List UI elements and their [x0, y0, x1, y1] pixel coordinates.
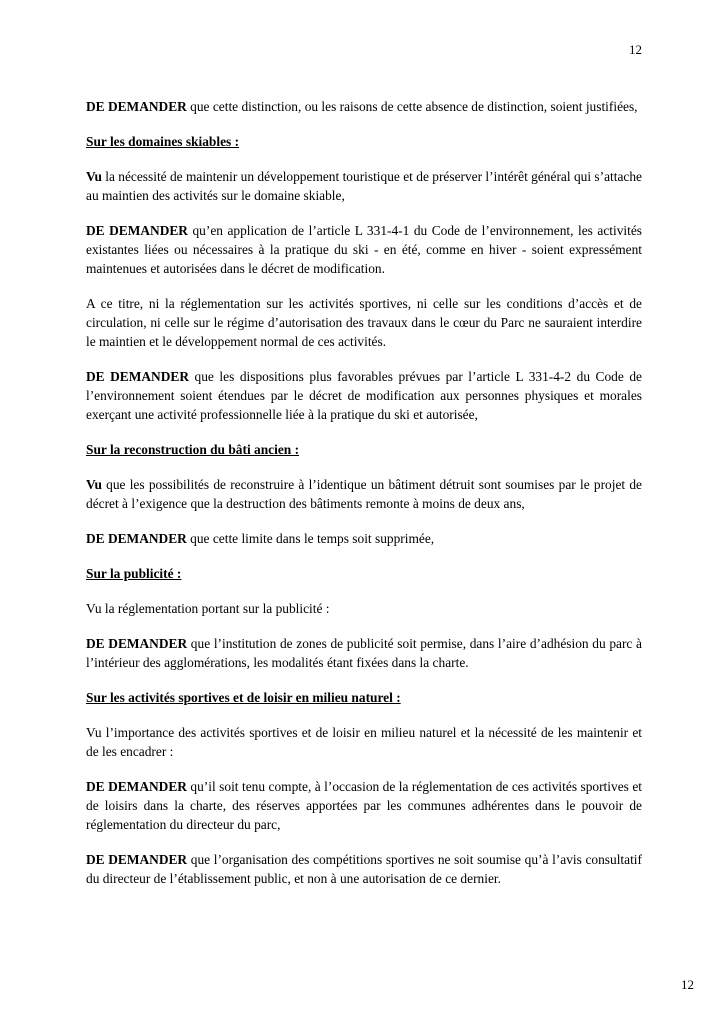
paragraph-text: que les possibilités de reconstruire à l’identique un bâtiment détruit sont soumises par le projet de décret à l’exigence que la destruction des bâtiments remonte à moins de deux ans,: [86, 477, 642, 511]
paragraph-lead: Vu: [86, 169, 102, 184]
paragraph: [86, 294, 642, 351]
paragraph-lead: DE DEMANDER: [86, 531, 187, 546]
paragraph-lead: DE DEMANDER: [86, 636, 188, 651]
paragraph-text: qu’en application de l’article L 331-4-1 du Code de l’environnement, les activités existantes liées ou nécessaires à la pratique du ski - en été, comme en hiver - soient expressément maintenues et autorisées dans le décret de modification.: [86, 223, 642, 276]
paragraph-text: que cette distinction, ou les raisons de cette absence de distinction, soient justifiées,: [186, 99, 638, 114]
section-heading: Sur la reconstruction du bâti ancien :: [86, 442, 300, 457]
paragraph-text: que les dispositions plus favorables prévues par l’article L 331-4-2 du Code de l’environnement soient étendues par le décret de modification aux personnes physiques et morales exerçant une activité professionnelle liée à la pratique du ski et autorisée,: [86, 369, 642, 422]
paragraph-lead: DE DEMANDER: [86, 779, 187, 794]
paragraph-lead: DE DEMANDER: [86, 223, 188, 238]
paragraph: [86, 599, 642, 618]
section-heading: Sur les activités sportives et de loisir en milieu naturel :: [86, 690, 401, 705]
paragraph: [86, 221, 642, 278]
paragraph-text: Vu l’importance des activités sportives et de loisir en milieu naturel et la nécessité de les maintenir et de les encadrer :: [86, 725, 642, 759]
paragraph-lead: DE DEMANDER: [86, 369, 189, 384]
paragraph: [86, 723, 642, 761]
paragraph-text: Vu la réglementation portant sur la publicité :: [86, 601, 330, 616]
paragraph: [86, 634, 642, 672]
paragraph-text: que cette limite dans le temps soit supprimée,: [186, 531, 435, 546]
paragraph-text: la nécessité de maintenir un développement touristique et de préserver l’intérêt général qui s’attache au maintien des activités sur le domaine skiable,: [86, 169, 642, 203]
paragraph: [86, 367, 642, 424]
paragraph: [86, 529, 642, 548]
paragraph-lead: DE DEMANDER: [86, 99, 187, 114]
paragraph-text: qu’il soit tenu compte, à l’occasion de la réglementation de ces activités sportives et de loisirs dans la charte, des réserves apportées par les communes adhérentes dans le pouvoir de réglementation du directeur du parc,: [86, 779, 642, 832]
page-number-top: 12: [629, 42, 642, 57]
document-body: [86, 97, 642, 904]
section-heading: Sur la publicité :: [86, 566, 182, 581]
paragraph-lead: DE DEMANDER: [86, 852, 188, 867]
paragraph-text: A ce titre, ni la réglementation sur les activités sportives, ni celle sur les conditions d’accès et de circulation, ni celle sur le régime d’autorisation des travaux dans le cœur du Parc ne sauraient interdire le maintien et le développement normal de ces activités.: [86, 296, 642, 349]
paragraph: [86, 167, 642, 205]
paragraph: [86, 850, 642, 888]
paragraph-lead: Vu: [86, 477, 102, 492]
page-number-bottom: 12: [681, 977, 694, 992]
paragraph: [86, 97, 642, 116]
paragraph-text: que l’organisation des compétitions sportives ne soit soumise qu’à l’avis consultatif du directeur de l’établissement public, et non à une autorisation de ce dernier.: [86, 852, 642, 886]
paragraph: [86, 777, 642, 834]
paragraph-text: que l’institution de zones de publicité soit permise, dans l’aire d’adhésion du parc à l’intérieur des agglomérations, les modalités étant fixées dans la charte.: [86, 636, 642, 670]
paragraph: [86, 475, 642, 513]
section-heading: Sur les domaines skiables :: [86, 134, 240, 149]
